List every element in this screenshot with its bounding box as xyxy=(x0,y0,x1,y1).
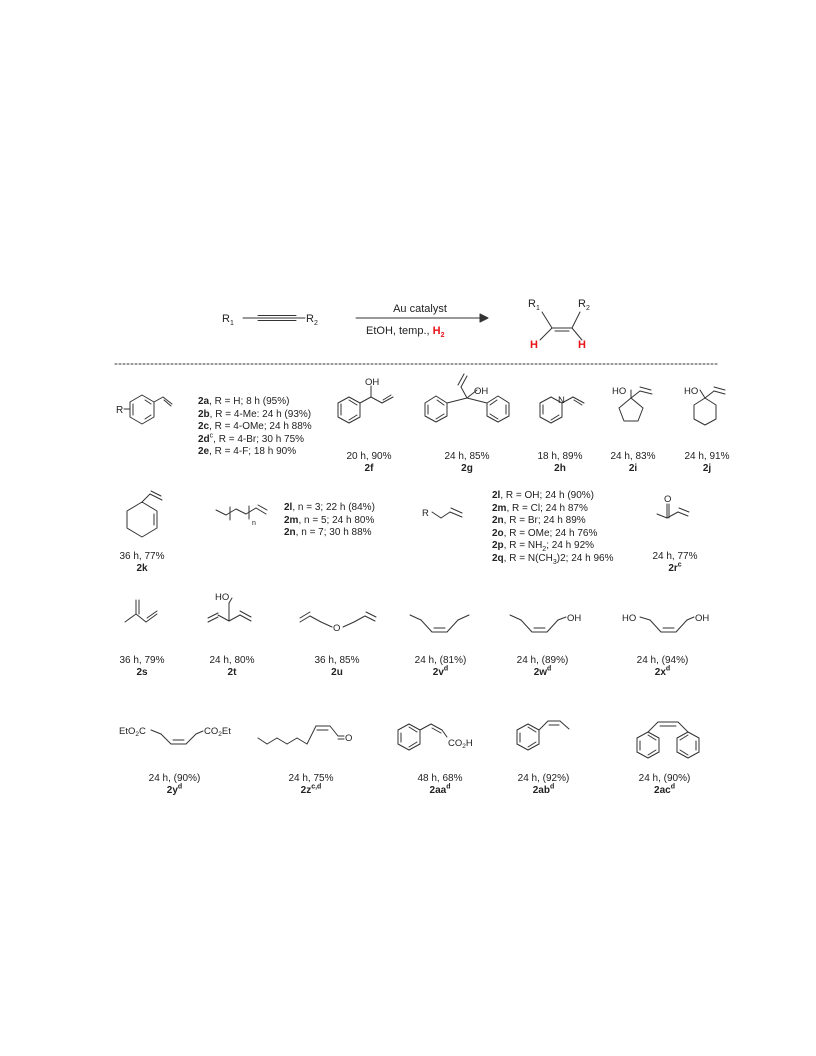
structure-2aa xyxy=(398,724,447,750)
label-2u: 36 h, 85% 2u xyxy=(314,655,360,678)
structure-2l-chain xyxy=(216,505,267,520)
h2-highlight: H xyxy=(432,325,441,337)
series-allyl-line: 2q, $R = N(CH_3)2$; 24 h 96% xyxy=(492,552,614,566)
series-l-line: 2l, n = 3; 22 h (84%) xyxy=(284,502,375,513)
oh-2x: OH xyxy=(695,613,710,624)
label-2y: 24 h, (90%) $2y^d$ xyxy=(148,773,201,796)
series-allyl-line: 2n, R = Br; 24 h 89% xyxy=(492,515,586,526)
label-2k: 36 h, 77% 2k xyxy=(119,551,165,574)
co2et-2y: $CO_2Et$ xyxy=(204,726,231,738)
eto2c-2y: EtO$_2$C xyxy=(119,726,146,738)
series-allyl-line: 2o, R = OMe; 24 h 76% xyxy=(492,527,598,539)
ho-2t: HO xyxy=(215,592,230,603)
catalyst-label: Au catalyst xyxy=(393,303,447,315)
series-l-conditions xyxy=(284,502,375,540)
styrene-r-label: R xyxy=(116,405,124,416)
product-r2: $R_2$ xyxy=(578,298,590,312)
label-2x: 24 h, (94%) $2x^d$ xyxy=(636,655,689,678)
label-2ac: 24 h, (90%) $2ac^d$ xyxy=(638,773,691,796)
structure-2s xyxy=(125,600,157,622)
product-h-left: H xyxy=(530,339,538,351)
ho-2x: HO xyxy=(622,613,637,624)
n-2h: N xyxy=(558,395,565,406)
product-h-right: H xyxy=(578,339,586,351)
oh-2g: OH xyxy=(474,386,489,397)
label-2r: 24 h, 77% $2r^c$ xyxy=(652,551,698,574)
series-allyl-line: 2l, R = OH; 24 h (90%) xyxy=(492,490,594,501)
series-a-conditions xyxy=(198,396,312,459)
ho-2j: HO xyxy=(684,386,699,397)
label-2w: 24 h, (89%) $2w^d$ xyxy=(516,655,569,678)
series-l-line: 2n, n = 7; 30 h 88% xyxy=(284,527,372,538)
structure-2ac xyxy=(637,722,699,758)
label-2g: 24 h, 85% 2g xyxy=(444,451,490,474)
series-allyl-line: 2m, R = Cl; 24 h 87% xyxy=(492,502,588,514)
n-subscript-2l: n xyxy=(252,520,256,527)
label-2s: 36 h, 79% 2s xyxy=(119,655,165,678)
label-2v: 24 h, (81%) $2v^d$ xyxy=(414,655,467,678)
reaction-arrow xyxy=(356,314,488,322)
conditions-label: EtOH, temp., $H_2$ xyxy=(366,325,445,339)
co2h-2aa: $CO_2H$ xyxy=(448,738,473,750)
label-2aa: 48 h, 68% $2aa^d$ xyxy=(417,773,463,796)
label-2ab: 24 h, (92%) $2ab^d$ xyxy=(517,773,570,796)
structure-2ab xyxy=(517,721,569,750)
product-alkene xyxy=(540,312,582,340)
series-a-line: 2a, R = H; 8 h (95%) xyxy=(198,396,290,407)
product-r1: $R_1$ xyxy=(528,298,540,312)
structure-2v xyxy=(410,615,469,632)
series-a-line: 2c, R = 4-OMe; 24 h 88% xyxy=(198,421,312,432)
allyl-r-label: R xyxy=(422,508,429,519)
structure-2z xyxy=(258,726,344,744)
label-2t: 24 h, 80% 2t xyxy=(209,655,255,678)
series-allyl-conditions xyxy=(492,490,613,565)
ho-2i: HO xyxy=(612,386,627,397)
structure-2f xyxy=(338,386,393,423)
series-l-line: 2m, n = 5; 24 h 80% xyxy=(284,514,375,526)
oh-2w: OH xyxy=(567,613,582,624)
label-2f: 20 h, 90% 2f xyxy=(346,451,392,474)
structure-2r xyxy=(657,504,689,518)
o-2u: O xyxy=(333,623,341,634)
o-2r: O xyxy=(664,494,672,505)
label-2z: 24 h, 75% $2z^{c,d}$ xyxy=(288,773,334,796)
series-allyl-line: 2p, $R = NH_2$; 24 h 92% xyxy=(492,540,595,553)
o-2z: O xyxy=(345,733,353,744)
structure-2w xyxy=(510,615,566,632)
reactant-r2: $R_2$ xyxy=(306,313,318,327)
styrene-structure xyxy=(124,395,172,424)
series-a-line: $2d^c$, R = 4-Br; 30 h 75% xyxy=(198,432,305,445)
structure-2x xyxy=(640,617,694,632)
structure-2g xyxy=(425,374,509,422)
series-a-line: 2e, R = 4-F; 18 h 90% xyxy=(198,446,297,457)
label-2h: 18 h, 89% 2h xyxy=(537,451,583,474)
label-2j: 24 h, 91% 2j xyxy=(684,451,730,474)
structure-allyl xyxy=(432,508,462,518)
reactant-r1: $R_1$ xyxy=(222,313,234,327)
oh-2f: OH xyxy=(365,377,380,388)
structure-2k xyxy=(127,491,162,537)
label-2i: 24 h, 83% 2i xyxy=(610,451,656,474)
reactant-alkyne xyxy=(243,316,305,321)
structure-2y xyxy=(151,730,203,744)
series-a-line: 2b, R = 4-Me: 24 h (93%) xyxy=(198,408,312,420)
structure-2j xyxy=(694,387,725,425)
